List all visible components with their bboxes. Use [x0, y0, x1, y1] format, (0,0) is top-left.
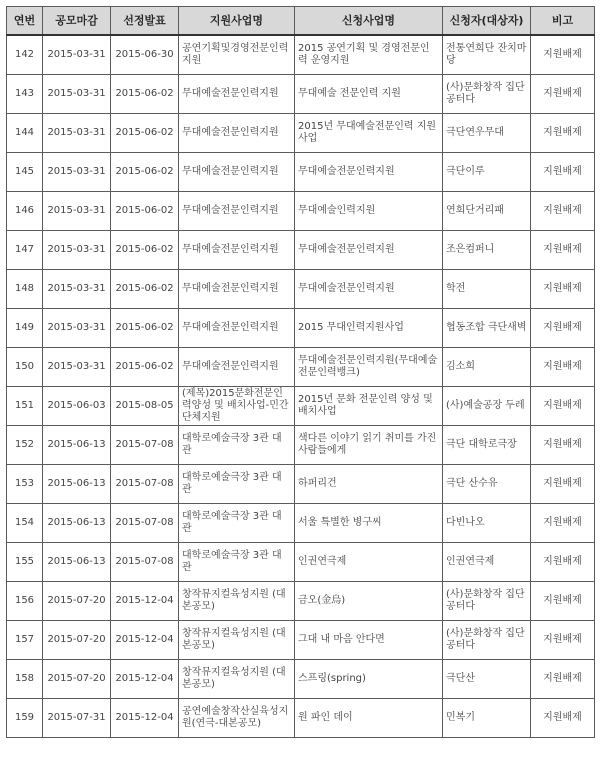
table-row [7, 660, 595, 699]
table-row [7, 426, 595, 465]
note-cell: 지원배제 [531, 699, 595, 738]
program-cell: 대학로예술극장 3관 대관 [179, 426, 295, 465]
note-cell: 지원배제 [531, 465, 595, 504]
applicant-cell: 극단 대학로극장 [443, 426, 531, 465]
program-cell: 무대예술전문인력지원 [179, 114, 295, 153]
announcement-cell: 2015-06-02 [111, 153, 179, 192]
note-cell: 지원배제 [531, 192, 595, 231]
deadline-cell: 2015-03-31 [43, 35, 111, 75]
announcement-cell: 2015-12-04 [111, 621, 179, 660]
project-cell: 무대예술전문인력지원 [295, 270, 443, 309]
column-header-applicant: 신청자(대상자) [443, 7, 531, 36]
project-cell: 2015년 문화 전문인력 양성 및 배치사업 [295, 387, 443, 426]
note-cell: 지원배제 [531, 348, 595, 387]
note-cell: 지원배제 [531, 270, 595, 309]
row-number: 142 [7, 35, 43, 75]
applicant-cell: 전통연희단 잔치마당 [443, 35, 531, 75]
project-cell: 색다른 이야기 읽기 취미를 가진 사람들에게 [295, 426, 443, 465]
program-cell: 무대예술전문인력지원 [179, 192, 295, 231]
support-exclusion-sheet [6, 6, 594, 738]
table-row [7, 387, 595, 426]
announcement-cell: 2015-12-04 [111, 699, 179, 738]
applicant-cell: (사)예술공장 두레 [443, 387, 531, 426]
deadline-cell: 2015-03-31 [43, 192, 111, 231]
announcement-cell: 2015-06-02 [111, 270, 179, 309]
announcement-cell: 2015-06-30 [111, 35, 179, 75]
note-cell: 지원배제 [531, 231, 595, 270]
applicant-cell: (사)문화창작 집단공터다 [443, 582, 531, 621]
deadline-cell: 2015-03-31 [43, 75, 111, 114]
note-cell: 지원배제 [531, 153, 595, 192]
row-number: 149 [7, 309, 43, 348]
note-cell: 지원배제 [531, 582, 595, 621]
announcement-cell: 2015-12-04 [111, 660, 179, 699]
table-row [7, 621, 595, 660]
announcement-cell: 2015-07-08 [111, 504, 179, 543]
program-cell: 공연기획및경영전문인력지원 [179, 35, 295, 75]
announcement-cell: 2015-07-08 [111, 465, 179, 504]
support-exclusion-table [6, 6, 595, 738]
table-row [7, 699, 595, 738]
table-row [7, 192, 595, 231]
deadline-cell: 2015-06-13 [43, 504, 111, 543]
note-cell: 지원배제 [531, 621, 595, 660]
applicant-cell: 다빈나오 [443, 504, 531, 543]
deadline-cell: 2015-06-03 [43, 387, 111, 426]
row-number: 156 [7, 582, 43, 621]
column-header-project: 신청사업명 [295, 7, 443, 36]
applicant-cell: 협동조합 극단새벽 [443, 309, 531, 348]
applicant-cell: 김소희 [443, 348, 531, 387]
program-cell: 공연예술창작산실육성지원(연극-대본공모) [179, 699, 295, 738]
row-number: 157 [7, 621, 43, 660]
table-row [7, 504, 595, 543]
table-row [7, 35, 595, 75]
applicant-cell: 극단이루 [443, 153, 531, 192]
deadline-cell: 2015-07-20 [43, 660, 111, 699]
applicant-cell: 민복기 [443, 699, 531, 738]
announcement-cell: 2015-06-02 [111, 231, 179, 270]
program-cell: 창작뮤지컬육성지원 (대본공모) [179, 660, 295, 699]
row-number: 144 [7, 114, 43, 153]
row-number: 143 [7, 75, 43, 114]
column-header-no: 연번 [7, 7, 43, 36]
note-cell: 지원배제 [531, 309, 595, 348]
program-cell: 무대예술전문인력지원 [179, 153, 295, 192]
deadline-cell: 2015-03-31 [43, 270, 111, 309]
deadline-cell: 2015-07-31 [43, 699, 111, 738]
project-cell: 무대예술전문인력지원 [295, 153, 443, 192]
applicant-cell: 인권연극제 [443, 543, 531, 582]
announcement-cell: 2015-08-05 [111, 387, 179, 426]
table-row [7, 75, 595, 114]
project-cell: 무대예술전문인력지원 [295, 231, 443, 270]
program-cell: 무대예술전문인력지원 [179, 309, 295, 348]
column-header-program: 지원사업명 [179, 7, 295, 36]
applicant-cell: (사)문화창작 집단공터다 [443, 621, 531, 660]
deadline-cell: 2015-03-31 [43, 114, 111, 153]
note-cell: 지원배제 [531, 660, 595, 699]
applicant-cell: (사)문화창작 집단공터다 [443, 75, 531, 114]
announcement-cell: 2015-06-02 [111, 309, 179, 348]
announcement-cell: 2015-12-04 [111, 582, 179, 621]
project-cell: 그대 내 마음 안다면 [295, 621, 443, 660]
program-cell: (제목)2015문화전문인력양성 및 배치사업-민간단체지원 [179, 387, 295, 426]
table-row [7, 114, 595, 153]
applicant-cell: 극단연우무대 [443, 114, 531, 153]
project-cell: 인권연극제 [295, 543, 443, 582]
table-row [7, 231, 595, 270]
deadline-cell: 2015-03-31 [43, 348, 111, 387]
program-cell: 무대예술전문인력지원 [179, 231, 295, 270]
table-header-row [7, 7, 595, 36]
row-number: 158 [7, 660, 43, 699]
announcement-cell: 2015-06-02 [111, 114, 179, 153]
project-cell: 원 파인 데이 [295, 699, 443, 738]
project-cell: 금오(金烏) [295, 582, 443, 621]
applicant-cell: 극단 산수유 [443, 465, 531, 504]
deadline-cell: 2015-07-20 [43, 621, 111, 660]
deadline-cell: 2015-03-31 [43, 309, 111, 348]
program-cell: 대학로예술극장 3관 대관 [179, 543, 295, 582]
project-cell: 하퍼리건 [295, 465, 443, 504]
program-cell: 무대예술전문인력지원 [179, 75, 295, 114]
table-row [7, 465, 595, 504]
project-cell: 스프링(spring) [295, 660, 443, 699]
note-cell: 지원배제 [531, 426, 595, 465]
row-number: 151 [7, 387, 43, 426]
note-cell: 지원배제 [531, 75, 595, 114]
deadline-cell: 2015-07-20 [43, 582, 111, 621]
deadline-cell: 2015-03-31 [43, 231, 111, 270]
row-number: 152 [7, 426, 43, 465]
project-cell: 무대예술 전문인력 지원 [295, 75, 443, 114]
announcement-cell: 2015-06-02 [111, 192, 179, 231]
deadline-cell: 2015-03-31 [43, 153, 111, 192]
table-row [7, 270, 595, 309]
announcement-cell: 2015-06-02 [111, 75, 179, 114]
note-cell: 지원배제 [531, 114, 595, 153]
row-number: 145 [7, 153, 43, 192]
table-row [7, 309, 595, 348]
column-header-announcement: 선정발표 [111, 7, 179, 36]
row-number: 159 [7, 699, 43, 738]
project-cell: 서울 특별한 병구씨 [295, 504, 443, 543]
applicant-cell: 극단산 [443, 660, 531, 699]
column-header-deadline: 공모마감 [43, 7, 111, 36]
applicant-cell: 조은컴퍼니 [443, 231, 531, 270]
program-cell: 무대예술전문인력지원 [179, 270, 295, 309]
column-header-note: 비고 [531, 7, 595, 36]
table-row [7, 348, 595, 387]
table-body [7, 35, 595, 738]
announcement-cell: 2015-06-02 [111, 348, 179, 387]
table-row [7, 543, 595, 582]
note-cell: 지원배제 [531, 504, 595, 543]
row-number: 154 [7, 504, 43, 543]
row-number: 148 [7, 270, 43, 309]
row-number: 153 [7, 465, 43, 504]
applicant-cell: 연희단거리패 [443, 192, 531, 231]
deadline-cell: 2015-06-13 [43, 426, 111, 465]
announcement-cell: 2015-07-08 [111, 426, 179, 465]
note-cell: 지원배제 [531, 35, 595, 75]
project-cell: 무대예술인력지원 [295, 192, 443, 231]
program-cell: 창작뮤지컬육성지원 (대본공모) [179, 621, 295, 660]
program-cell: 대학로예술극장 3관 대관 [179, 504, 295, 543]
table-row [7, 153, 595, 192]
project-cell: 2015 공연기획 및 경영전문인력 운영지원 [295, 35, 443, 75]
deadline-cell: 2015-06-13 [43, 543, 111, 582]
project-cell: 무대예술전문인력지원(무대예술전문인력뱅크) [295, 348, 443, 387]
program-cell: 창작뮤지컬육성지원 (대본공모) [179, 582, 295, 621]
note-cell: 지원배제 [531, 387, 595, 426]
row-number: 146 [7, 192, 43, 231]
project-cell: 2015 무대인력지원사업 [295, 309, 443, 348]
row-number: 147 [7, 231, 43, 270]
applicant-cell: 학전 [443, 270, 531, 309]
program-cell: 무대예술전문인력지원 [179, 348, 295, 387]
row-number: 150 [7, 348, 43, 387]
deadline-cell: 2015-06-13 [43, 465, 111, 504]
program-cell: 대학로예술극장 3관 대관 [179, 465, 295, 504]
row-number: 155 [7, 543, 43, 582]
table-row [7, 582, 595, 621]
project-cell: 2015년 무대예술전문인력 지원사업 [295, 114, 443, 153]
note-cell: 지원배제 [531, 543, 595, 582]
announcement-cell: 2015-07-08 [111, 543, 179, 582]
